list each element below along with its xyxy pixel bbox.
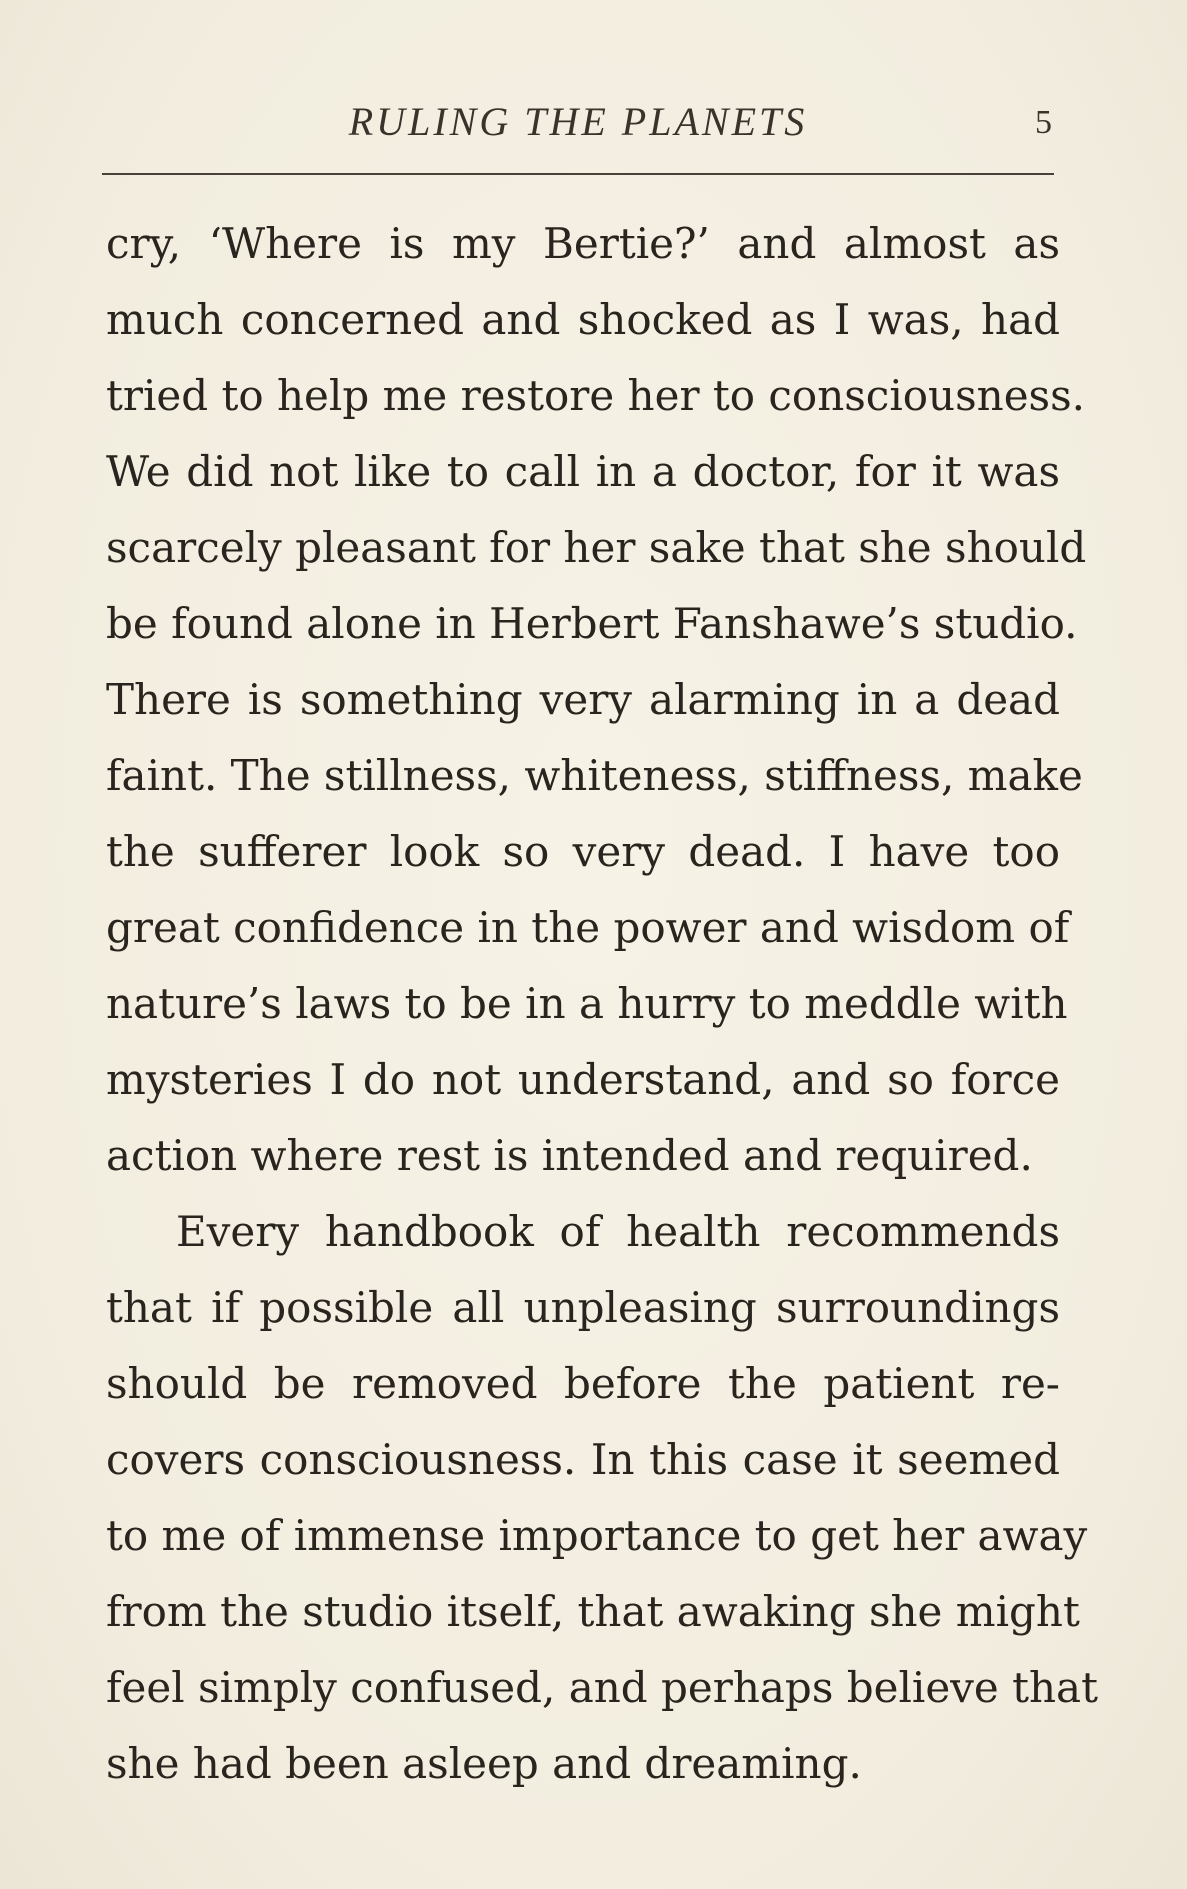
text-line: nature’s laws to be in a hurry to meddle with [106, 979, 1068, 1028]
page-number: 5 [1035, 104, 1052, 141]
text-line: great confidence in the power and wisdom of [106, 903, 1070, 952]
text-line: We did not like to call in a doctor, for it was [106, 447, 1060, 496]
text-line: from the studio itself, that awaking she might [106, 1587, 1080, 1636]
text-line: action where rest is intended and required. [106, 1131, 1033, 1180]
text-line: she had been asleep and dreaming. [106, 1739, 862, 1788]
paragraph-1 [106, 206, 1087, 1194]
text-line: covers consciousness. In this case it seemed [106, 1435, 1060, 1484]
text-line: tried to help me restore her to consciousness. [106, 371, 1086, 420]
text-line: mysteries I do not understand, and so force [106, 1055, 1060, 1104]
text-line: the sufferer look so very dead. I have too [106, 827, 1060, 876]
running-title: RULING THE PLANETS [348, 99, 808, 144]
header-rule [102, 173, 1054, 175]
text-line: Every handbook of health recommends [176, 1207, 1060, 1256]
text-line: cry, ‘Where is my Bertie?’ and almost as [106, 219, 1060, 268]
text-line: There is something very alarming in a dead [106, 675, 1060, 724]
text-line: should be removed before the patient re- [106, 1359, 1060, 1408]
text-line: scarcely pleasant for her sake that she should [106, 523, 1087, 572]
text-line: feel simply confused, and perhaps believe that [106, 1663, 1098, 1712]
text-line: that if possible all unpleasing surroundings [106, 1283, 1060, 1332]
running-head [104, 98, 1052, 158]
text-line: much concerned and shocked as I was, had [106, 295, 1060, 344]
text-line: faint. The stillness, whiteness, stiffness, make [106, 751, 1083, 800]
text-line: to me of immense importance to get her away [106, 1511, 1088, 1560]
text-line: be found alone in Herbert Fanshawe’s studio. [106, 599, 1078, 648]
paragraph-2 [106, 1194, 1098, 1802]
body-text [106, 206, 1098, 1802]
